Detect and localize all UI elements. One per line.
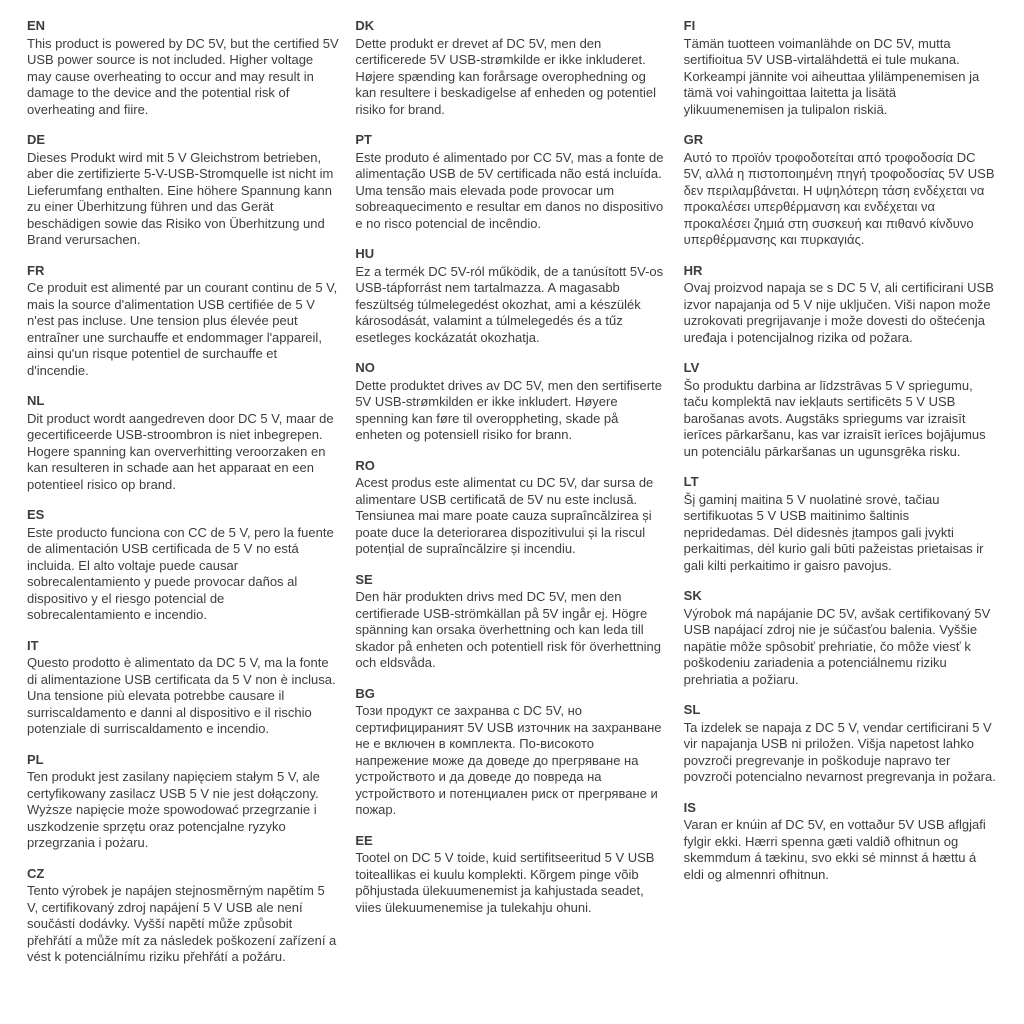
language-code-heading: PT <box>355 132 372 147</box>
language-section-gr <box>684 132 996 249</box>
notice-column-2 <box>355 18 667 930</box>
language-text: Ten produkt jest zasilany napięciem stałym 5 V, ale certyfikowany zasilacz USB 5 V nie jest dołączony. Wyższe napięcie może spowodować przegrzanie i uszkodzenie sprzętu oraz potencjalne ryzyko przegrzania i pożaru. <box>27 769 320 850</box>
language-text: Tämän tuotteen voimanlähde on DC 5V, mutta sertifioitua 5V USB-virtalähdettä ei tule mukana. Korkeampi jännite voi aiheuttaa ylilämpenemisen ja tämä voi vahingoittaa laitetta ja lisätä ylikuumenemisen ja tulipalon riskiä. <box>683 35 980 117</box>
language-text: Dette produkt er drevet af DC 5V, men den certificerede 5V USB-strømkilde er ikke inkluderet. Højere spænding kan forårsage overophedning og kan resultere i beskadigelse af enheden og potentiel risiko for brand. <box>355 35 656 117</box>
language-code-heading: IT <box>27 637 39 653</box>
language-section-en <box>27 18 339 118</box>
language-code-heading: EN <box>27 18 46 33</box>
language-section-pt <box>355 132 667 232</box>
language-code-heading: CZ <box>27 865 45 881</box>
language-section-lt <box>684 474 996 574</box>
language-code-heading: NO <box>355 360 375 375</box>
language-text: Šį gaminį maitina 5 V nuolatinė srovė, tačiau sertifikuotas 5 V USB maitinimo šaltinis nepridedamas. Dėl didesnės įtampos gali įvykti perkaitimas, dėl kurio gali būti pažeistas prietaisas ir gali kilti perkaitimo ir gaisro pavojus. <box>683 491 984 573</box>
language-code-heading: FI <box>683 18 696 33</box>
language-code-heading: SE <box>355 571 373 587</box>
language-text: Ovaj proizvod napaja se s DC 5 V, ali certificirani USB izvor napajanja od 5 V nije uključen. Viši napon može uzrokovati pregrijavanje i može dovesti do oštećenja uređaja i potencijalnog rizika od požara. <box>683 280 994 345</box>
language-text: Dit product wordt aangedreven door DC 5 V, maar de gecertificeerde USB-stroombron is niet inbegrepen. Hogere spanning kan oververhitting veroorzaken en kan resulteren in schade aan het apparaat en een potentieel risico op brand. <box>27 410 334 492</box>
language-section-pl <box>27 752 339 852</box>
language-section-ro <box>355 458 667 558</box>
language-text: Ez a termék DC 5V-ról működik, de a tanúsított 5V-os USB-tápforrást nem tartalmazza. A magasabb feszültség túlmelegedést okozhat, ami a készülék károsodását, valamint a túlmelegedés és a tűz esetleges kockázatát okozhatja. <box>355 263 664 345</box>
language-section-nl <box>27 393 339 493</box>
language-text: Dette produktet drives av DC 5V, men den sertifiserte 5V USB-strømkilden er ikke inkludert. Høyere spenning kan føre til overoppheting, skade på enheten og potensiell risiko for brann. <box>355 377 662 442</box>
language-code-heading: EE <box>355 832 373 848</box>
notice-column-1 <box>27 18 339 980</box>
language-text: Αυτό το προϊόν τροφοδοτείται από τροφοδοσία DC 5V, αλλά η πιστοποιημένη πηγή τροφοδοσίας 5V USB δεν περιλαμβάνεται. Η υψηλότερη τάση ενδέχεται να προκαλέσει υπερθέρμανση και ενδέχεται να προκαλέσει ζημιά στη συσκευή και πιθανό κίνδυνο υπερθέρμανσης και πυρκαγιάς. <box>683 149 995 247</box>
language-section-hr <box>684 263 996 347</box>
language-code-heading: DE <box>27 132 46 147</box>
language-section-it <box>27 638 339 738</box>
language-text: Tootel on DC 5 V toide, kuid sertifitseeritud 5 V USB toiteallikas ei kuulu komplekti. Kõrgem pinge võib põhjustada ülekuumenemist ja kahjustada seadet, viies ülekuumenemise ja tulekahju ohuni. <box>355 850 655 915</box>
language-text: Varan er knúin af DC 5V, en vottaður 5V USB aflgjafi fylgir ekki. Hærri spenna gæti valdið ofhitnun og skemmdum á tækinu, svo ekki sé minnst á hættu á eldi og almennri ofhitnun. <box>683 817 986 882</box>
language-code-heading: DK <box>355 18 375 33</box>
language-code-heading: HU <box>355 246 375 261</box>
language-section-cz <box>27 866 339 966</box>
language-code-heading: SL <box>683 702 701 717</box>
language-section-lv <box>684 360 996 460</box>
language-code-heading: SK <box>683 588 702 603</box>
language-section-dk <box>355 18 667 118</box>
language-section-fi <box>684 18 996 118</box>
language-code-heading: LT <box>683 474 699 489</box>
language-code-heading: FR <box>27 262 45 278</box>
language-section-no <box>355 360 667 444</box>
notice-column-3 <box>684 18 996 897</box>
language-code-heading: RO <box>355 457 375 473</box>
language-code-heading: ES <box>27 507 45 522</box>
language-text: Šo produktu darbina ar līdzstrāvas 5 V spriegumu, taču komplektā nav iekļauts sertificēts 5 V USB barošanas avots. Augstāks spriegums var izraisīt ierīces pārkaršanu, kas var izraisīt ierīces bojājumus un potenciālu pārkaršanas un ugunsgrēka risku. <box>683 377 986 459</box>
language-code-heading: GR <box>683 132 704 147</box>
language-section-sl <box>684 702 996 786</box>
language-section-se <box>355 572 667 672</box>
language-text: Tento výrobek je napájen stejnosměrným napětím 5 V, certifikovaný zdroj napájení 5 V USB ale není součástí dodávky. Vyšší napětí může způsobit přehřátí a může mít za následek poškození zařízení a vést k potenciálnímu riziku přehřátí a požáru. <box>27 883 337 964</box>
language-text: Acest produs este alimentat cu DC 5V, dar sursa de alimentare USB certificată de 5V nu este inclusă. Tensiunea mai mare poate cauza supraîncălzirea și poate duce la deteriorarea dispozitivului și la riscul potențial de supraîncălzire și incendiu. <box>355 475 654 556</box>
language-section-de <box>27 132 339 249</box>
language-code-heading: BG <box>355 685 375 701</box>
language-code-heading: NL <box>27 393 45 408</box>
language-section-bg <box>355 686 667 819</box>
language-text: Este producto funciona con CC de 5 V, pero la fuente de alimentación USB certificada de 5 V no está incluida. El alto voltaje puede causar sobrecalentamiento y puede provocar daños al dispositivo y el riesgo potencial de sobrecalentamiento e incendio. <box>27 524 334 622</box>
language-code-heading: IS <box>683 799 696 815</box>
language-section-es <box>27 507 339 624</box>
language-section-hu <box>355 246 667 346</box>
language-code-heading: HR <box>683 262 703 278</box>
language-text: Este produto é alimentado por CC 5V, mas a fonte de alimentação USB de 5V certificada não está incluída. Uma tensão mais elevada pode provocar um sobreaquecimento e resultar em danos no dispositivo e no risco potencial de incêndio. <box>355 149 664 231</box>
language-text: This product is powered by DC 5V, but the certified 5V USB power source is not included. Higher voltage may cause overheating to occur and may result in damage to the device and the potential risk of overheating and fiire. <box>27 35 339 117</box>
language-section-is <box>684 800 996 884</box>
language-text: Този продукт се захранва с DC 5V, но сертифицираният 5V USB източник на захранване не е включен в комплекта. По-високото напрежение може да доведе до прегряване на устройството и да доведе до повреда на устройството и потенциален риск от прегряване и пожар. <box>355 703 662 817</box>
language-text: Ta izdelek se napaja z DC 5 V, vendar certificirani 5 V vir napajanja USB ni priložen. Višja napetost lahko povzroči pregrevanje in poškoduje napravo ter povzroči potencialno nevarnost pregrevanja in požara. <box>683 719 996 784</box>
language-code-heading: PL <box>27 751 44 767</box>
language-text: Dieses Produkt wird mit 5 V Gleichstrom betrieben, aber die zertifizierte 5-V-USB-Stromquelle ist nicht im Lieferumfang enthalten. Eine höhere Spannung kann zu einer Überhitzung führen und das Gerät beschädigen sowie das Risiko von Überhitzung und Brand verursachen. <box>27 149 334 247</box>
language-section-sk <box>684 588 996 688</box>
language-section-ee <box>355 833 667 917</box>
language-text: Ce produit est alimenté par un courant continu de 5 V, mais la source d'alimentation USB certifiée de 5 V n'est pas incluse. Une tension plus élevée peut entraîner une surchauffe et endommager l'appareil, ainsi qu'un risque potentiel de surchauffe et d'incendie. <box>27 280 338 378</box>
language-code-heading: LV <box>683 360 700 375</box>
language-section-fr <box>27 263 339 380</box>
language-text: Výrobok má napájanie DC 5V, avšak certifikovaný 5V USB napájací zdroj nie je súčasťou balenia. Vyššie napätie môže spôsobiť prehriatie, čo môže viesť k poškodeniu zariadenia a potenciálnemu riziku prehriatia a požiaru. <box>683 605 991 687</box>
language-text: Questo prodotto è alimentato da DC 5 V, ma la fonte di alimentazione USB certificata da 5 V non è inclusa. Una tensione più elevata potrebbe causare il surriscaldamento e danni al dispositivo e il rischio potenziale di surriscaldamento e incendio. <box>27 655 336 736</box>
language-text: Den här produkten drivs med DC 5V, men den certifierade USB-strömkällan på 5V ingår ej. Högre spänning kan orsaka överhettning och kan leda till skador på enheten och potentiell risk för överhettning och eldsvåda. <box>355 589 662 670</box>
